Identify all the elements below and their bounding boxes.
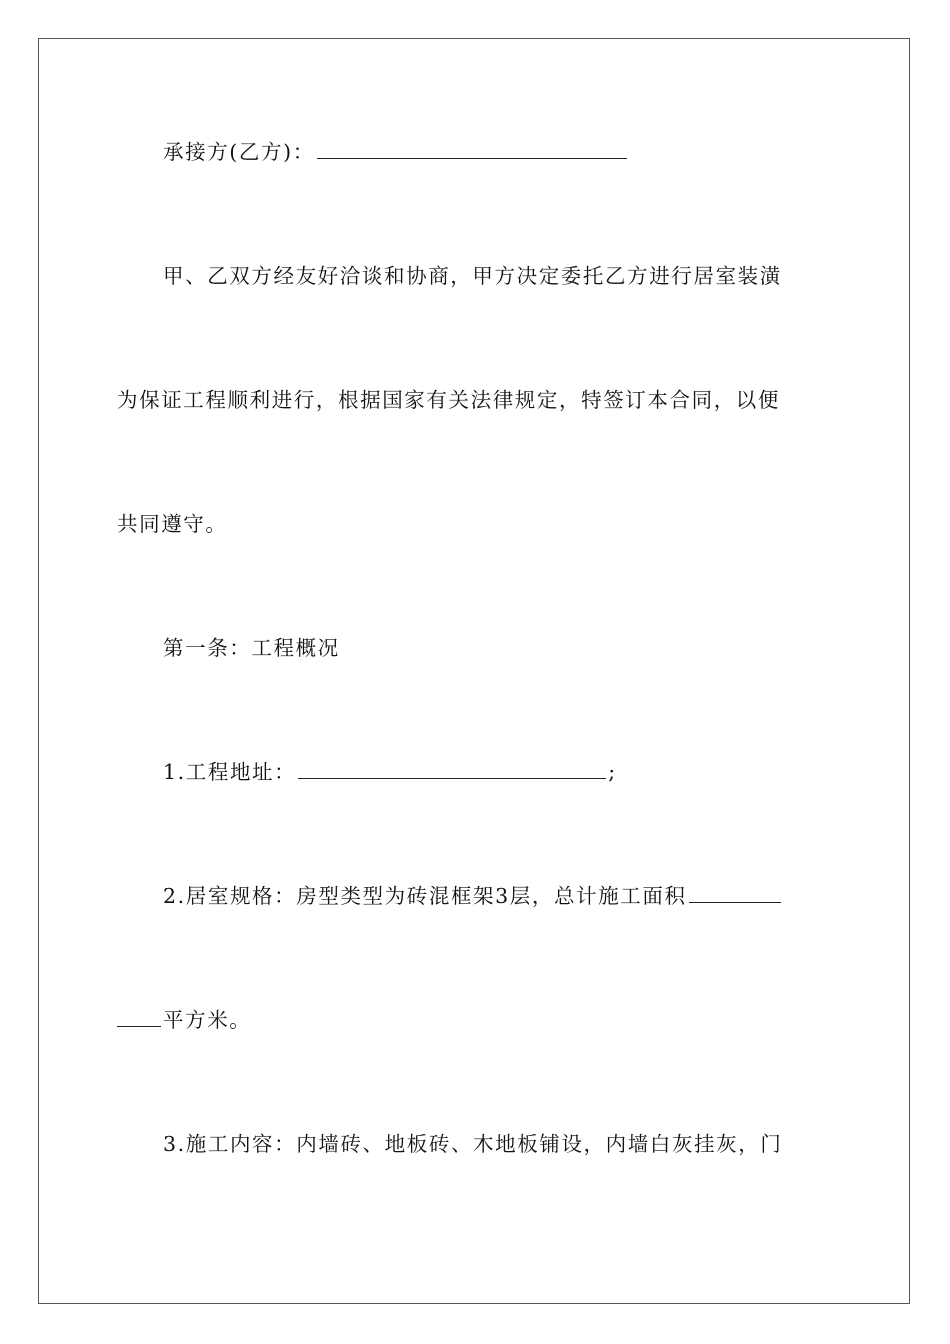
item-3-line: 3.施工内容：内墙砖、地板砖、木地板铺设，内墙白灰挂灰，门 <box>163 1132 783 1156</box>
item-1-line <box>163 758 883 786</box>
contractor-label: 承接方(乙方)： <box>163 140 315 164</box>
item-2-line <box>163 882 883 910</box>
area-blank-field-cont[interactable] <box>117 1006 161 1027</box>
intro-paragraph-line-2: 为保证工程顺利进行，根据国家有关法律规定，特签订本合同，以便 <box>117 388 780 412</box>
article-1-heading: 第一条：工程概况 <box>163 636 340 660</box>
item-1-label: 1.工程地址： <box>163 760 297 784</box>
item-2-text: 2.居室规格：房型类型为砖混框架3层，总计施工面积 <box>163 884 687 908</box>
address-blank-field[interactable] <box>298 758 606 779</box>
contractor-line <box>163 138 883 166</box>
intro-paragraph-line-1: 甲、乙双方经友好洽谈和协商，甲方决定委托乙方进行居室装潢 <box>163 264 782 288</box>
intro-paragraph-line-3: 共同遵守。 <box>117 512 228 536</box>
contractor-blank-field[interactable] <box>317 138 627 159</box>
page-border <box>38 38 910 1304</box>
item-1-suffix: ; <box>608 760 617 784</box>
area-blank-field[interactable] <box>689 882 781 903</box>
item-2-cont-text: 平方米。 <box>163 1008 252 1032</box>
item-2-continuation <box>117 1006 837 1034</box>
